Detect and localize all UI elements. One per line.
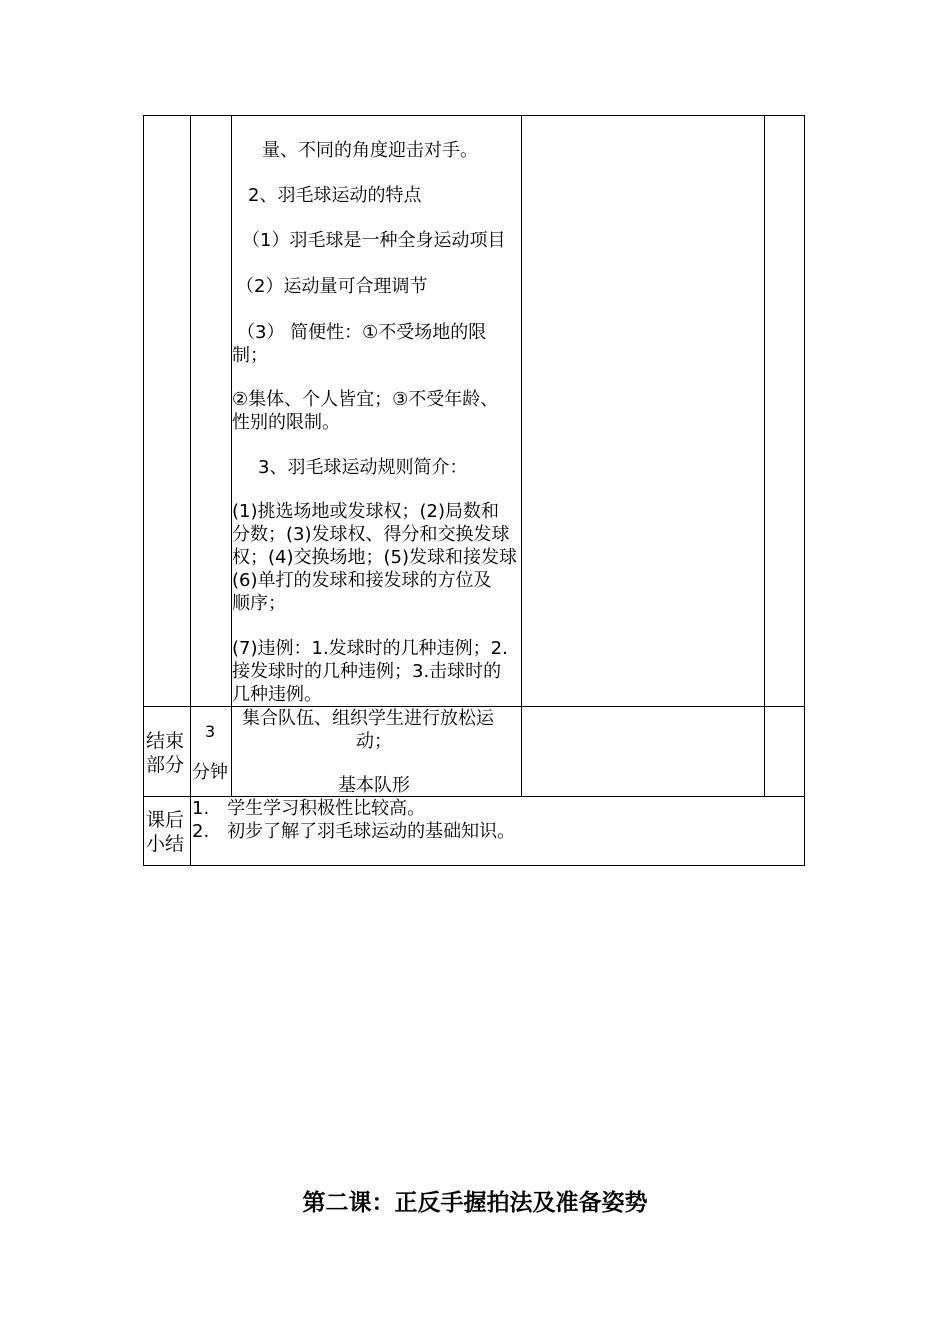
table-bottom-border: [143, 865, 805, 866]
ending-time-unit: 分钟: [192, 762, 228, 783]
ending-label: 结束部分: [146, 730, 185, 776]
summary-item: 2. 初步了解了羽毛球运动的基础知识。: [192, 821, 516, 842]
content-line: ②集体、个人皆宜；③不受年龄、: [232, 389, 499, 410]
col-divider-3: [521, 115, 522, 797]
section-heading-rules: 3、羽毛球运动规则简介：: [258, 457, 468, 478]
content-line: (1)挑选场地或发球权；(2)局数和: [232, 501, 499, 522]
ending-formation: 基本队形: [338, 775, 410, 796]
content-line: （2）运动量可合理调节: [236, 276, 428, 297]
summary-item: 1. 学生学习积极性比较高。: [192, 798, 426, 819]
content-line: 顺序；: [232, 593, 286, 614]
next-lesson-title: 第二课：正反手握拍法及准备姿势: [302, 1190, 648, 1216]
col-divider-1: [190, 115, 191, 866]
table-top-border: [143, 115, 805, 116]
content-line: （1）羽毛球是一种全身运动项目: [242, 230, 506, 251]
content-line: 分数；(3)发球权、得分和交换发球: [232, 524, 510, 545]
ending-content: 集合队伍、组织学生进行放松运: [242, 708, 494, 729]
content-line: 制；: [232, 345, 268, 366]
section-heading-features: 2、羽毛球运动的特点: [248, 185, 422, 206]
content-line: 几种违例。: [232, 684, 322, 705]
content-line: 接发球时的几种违例；3.击球时的: [232, 661, 502, 682]
content-line: (7)违例：1.发球时的几种违例；2.: [232, 638, 508, 659]
ending-time-value: 3: [205, 722, 216, 741]
col-divider-4: [764, 115, 765, 797]
content-line: 性别的限制。: [232, 412, 340, 433]
ending-content: 动；: [356, 731, 392, 752]
table-right-border: [804, 115, 805, 866]
table-left-border: [143, 115, 144, 866]
summary-label: 课后小结: [146, 809, 185, 855]
content-line: （3） 简便性：①不受场地的限: [237, 322, 487, 343]
content-line: 量、不同的角度迎击对手。: [262, 140, 478, 161]
content-line: (6)单打的发球和接发球的方位及: [232, 570, 492, 591]
content-line: 权；(4)交换场地；(5)发球和接发球: [232, 547, 517, 568]
